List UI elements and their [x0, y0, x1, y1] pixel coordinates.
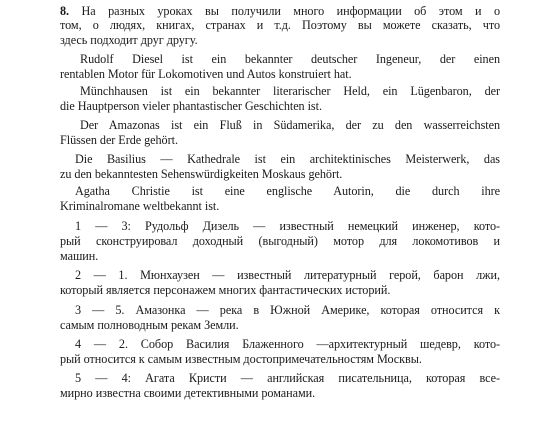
german-sentence-4-line-2: zu den bekanntesten Sehenswürdigkeiten Moskaus gehört.: [60, 167, 343, 181]
exercise-intro-line-3: здесь подходит друг другу.: [60, 33, 198, 47]
answer-3-line-1: 3 — 5. Амазонка — река в Южной Америке, которая относится к: [75, 303, 500, 317]
answer-4-line-1: 4 — 2. Собор Василия Блаженного —архитектурный шедевр, кото-: [75, 337, 500, 351]
german-sentence-1-line-2: rentablen Motor für Lokomotiven und Autos konstruiert hat.: [60, 67, 352, 81]
answer-2-line-2: который является персонажем многих фантастических историй.: [60, 283, 391, 297]
german-sentence-3-line-2: Flüssen der Erde gehört.: [60, 133, 178, 147]
german-sentence-5-line-1: Agatha Christie ist eine englische Autorin, die durch ihre: [75, 184, 500, 198]
answer-5-line-1: 5 — 4: Агата Кристи — английская писательница, которая все-: [75, 371, 500, 385]
german-sentence-2-line-2: die Hauptperson vieler phantastischer Geschichten ist.: [60, 99, 322, 113]
exercise-intro-line-1: 8. На разных уроках вы получили много информации об этом и о: [60, 4, 500, 18]
answer-3-line-2: самым полноводным рекам Земли.: [60, 318, 239, 332]
exercise-number: 8.: [60, 4, 70, 18]
german-sentence-2-line-1: Münchhausen ist ein bekannter literarischer Held, ein Lügenbaron, der: [80, 84, 500, 98]
answer-4-line-2: рый относится к самым известным достопримечательностям Москвы.: [60, 352, 422, 366]
answer-2-line-1: 2 — 1. Мюнхаузен — известный литературный герой, барон лжи,: [75, 268, 500, 282]
german-sentence-1-line-1: Rudolf Diesel ist ein bekannter deutscher Ingeneur, der einen: [80, 52, 500, 66]
answer-5-line-2: мирно известна своими детективными романами.: [60, 386, 316, 400]
answer-1-line-3: машин.: [60, 249, 99, 263]
answer-1-line-2: рый сконструировал доходный (выгодный) мотор для локомотивов и: [60, 234, 500, 248]
german-sentence-4-line-1: Die Basilius — Kathedrale ist ein architektinisches Meisterwerk, das: [75, 152, 500, 166]
german-sentence-5-line-2: Kriminalromane weltbekannt ist.: [60, 199, 220, 213]
exercise-intro-line-2: том, о людях, книгах, странах и т.д. Поэтому вы можете сказать, что: [60, 18, 500, 32]
german-sentence-3-line-1: Der Amazonas ist ein Fluß in Südamerika, der zu den wasserreichsten: [80, 118, 500, 132]
answer-1-line-1: 1 — 3: Рудольф Дизель — известный немецкий инженер, кото-: [75, 219, 500, 233]
